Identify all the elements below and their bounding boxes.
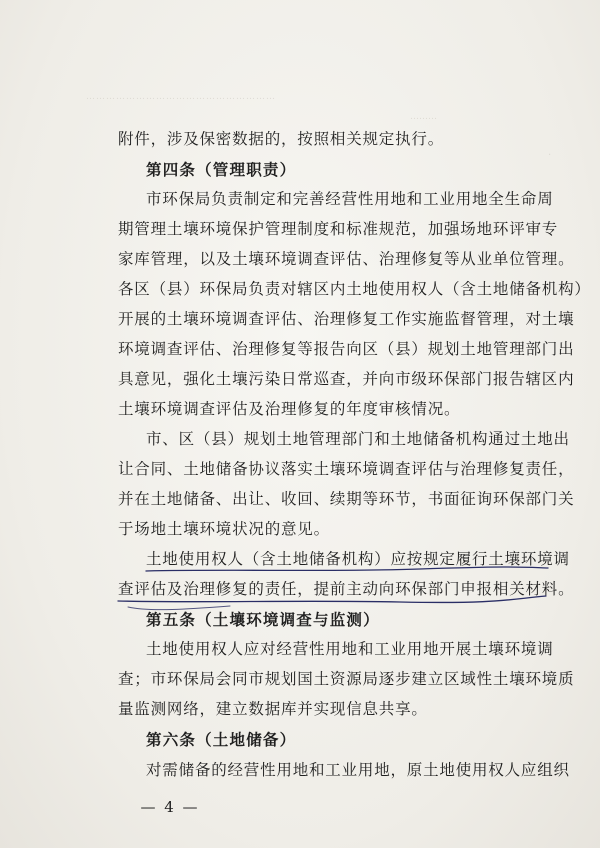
body-line: 土壤环境调查评估及治理修复的年度审核情况。 <box>118 400 461 418</box>
body-line: 查；市环保局会同市规划国土资源局逐步建立区域性土壤环境质 <box>118 670 575 688</box>
body-line: 并在土地储备、出让、收回、续期等环节，书面征询环保部门关 <box>118 490 575 508</box>
body-line: 市环保局负责制定和完善经营性用地和工业用地全生命周 <box>146 190 554 208</box>
bleed-through-text: · <box>548 150 552 161</box>
page-number: — 4 — <box>140 798 200 816</box>
body-line: 附件，涉及保密数据的，按照相关规定执行。 <box>118 130 445 148</box>
underlined-line: 土地使用权人（含土地储备机构）应按规定履行土壤环境调 <box>146 550 570 568</box>
article-heading: 第五条（土壤环境调查与监测） <box>146 610 380 629</box>
body-line: 家库管理，以及土壤环境调查评估、治理修复等从业单位管理。 <box>118 250 575 268</box>
body-line: 让合同、土地储备协议落实土壤环境调查评估与治理修复责任， <box>118 460 575 478</box>
bleed-through-text: ……… <box>410 112 437 122</box>
body-line: 具意见，强化土壤污染日常巡查，并向市级环保部门报告辖区内 <box>118 370 575 388</box>
body-line: 量监测网络，建立数据库并实现信息共享。 <box>118 700 428 718</box>
body-line: 开展的土壤环境调查评估、治理修复工作实施监督管理，对土壤 <box>118 310 575 328</box>
underlined-line: 查评估及治理修复的责任，提前主动向环保部门申报相关材料。 <box>118 580 575 598</box>
article-heading: 第六条（土地储备） <box>146 730 297 749</box>
body-line: 土地使用权人应对经营性用地和工业用地开展土壤环境调 <box>146 640 554 658</box>
body-line: 于场地土壤环境状况的意见。 <box>118 520 330 538</box>
bleed-through-text: ………………………………………………… <box>86 92 276 102</box>
article-heading: 第四条（管理职责） <box>146 160 297 179</box>
body-line: 期管理土壤环境保护管理制度和标准规范，加强场地环评审专 <box>118 220 559 238</box>
body-line: 对需储备的经营性用地和工业用地，原土地使用权人应组织 <box>146 761 570 779</box>
body-line: 环境调查评估、治理修复等报告向区（县）规划土地管理部门出 <box>118 340 575 358</box>
body-line: 市、区（县）规划土地管理部门和土地储备机构通过土地出 <box>146 430 570 448</box>
body-line: 各区（县）环保局负责对辖区内土地使用权人（含土地储备机构） <box>118 280 591 298</box>
